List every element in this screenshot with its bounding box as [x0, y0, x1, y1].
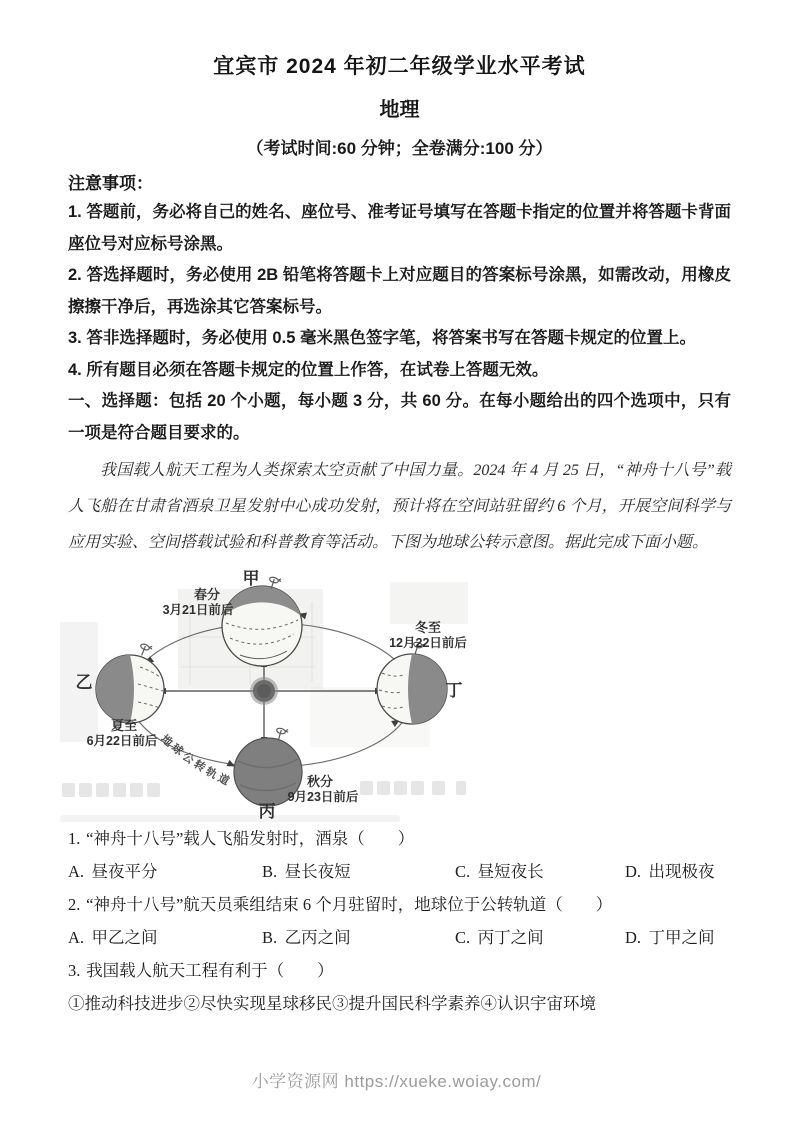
- question-1-options: [68, 855, 731, 888]
- label-summer-date: 6月22日前后: [86, 734, 158, 748]
- exam-info-line: （考试时间:60 分钟；全卷满分:100 分）: [246, 139, 553, 158]
- reading-passage: 我国载人航天工程为人类探索太空贡献了中国力量。2024 年 4 月 25 日，“神舟十八号”载人飞船在甘肃省酒泉卫星发射中心成功发射，预计将在空间站驻留约 6 个月，开展空间科学与应用实验、空间搭载试验和科普教育等活动。下图为地球公转示意图。据此完成下面小题。: [68, 462, 731, 551]
- earth-position-jia: [222, 575, 302, 666]
- question-3-stem: [68, 954, 731, 987]
- notice-item-4: 4. 所有题目必须在答题卡规定的位置上作答，在试卷上答题无效。: [68, 360, 549, 379]
- question-1: [68, 822, 731, 888]
- label-autumn-date: 9月23日前后: [287, 790, 359, 804]
- option-1d: D. 出现极夜: [625, 862, 715, 881]
- question-3-number: 3.: [68, 961, 81, 980]
- option-2b: B. 乙丙之间: [262, 928, 351, 947]
- marker-bing: 丙: [258, 802, 276, 821]
- option-2a: A. 甲乙之间: [68, 928, 158, 947]
- label-summer-solstice: 夏至: [110, 718, 138, 733]
- notice-item-2: 2. 答选择题时，务必使用 2B 铅笔将答题卡上对应题目的答案标号涂黑，如需改动，用橡皮擦擦干净后，再选涂其它答案标号。: [68, 266, 731, 316]
- earth-revolution-svg: [60, 567, 480, 822]
- question-2: [68, 888, 731, 954]
- earth-position-ding: [377, 640, 447, 724]
- question-1-number: 1.: [68, 829, 81, 848]
- question-2-text: “神舟十八号”航天员乘组结束 6 个月驻留时，地球位于公转轨道（ ）: [86, 895, 613, 914]
- option-1a: A. 昼夜平分: [68, 862, 158, 881]
- label-winter-solstice: 冬至: [414, 620, 442, 635]
- label-spring-equinox: 春分: [193, 587, 221, 602]
- page-title: 宜宾市 2024 年初二年级学业水平考试: [213, 55, 586, 78]
- notice-item-1: 1. 答题前，务必将自己的姓名、座位号、准考证号填写在答题卡指定的位置并将答题卡背面座位号对应标号涂黑。: [68, 203, 731, 253]
- site-watermark: 小学资源网 https://xueke.woiay.com/: [251, 1072, 542, 1091]
- subject-title: 地理: [379, 99, 420, 121]
- marker-yi: 乙: [75, 673, 93, 692]
- label-autumn-equinox: 秋分: [306, 774, 334, 789]
- question-2-number: 2.: [68, 895, 81, 914]
- question-3-numbered-items: ①推动科技进步②尽快实现星球移民③提升国民科学素养④认识宇宙环境: [68, 994, 596, 1013]
- earth-revolution-diagram: [60, 567, 480, 822]
- notice-header: 注意事项：: [68, 174, 153, 193]
- question-1-text: “神舟十八号”载人飞船发射时，酒泉（ ）: [86, 829, 415, 848]
- option-1b: B. 昼长夜短: [262, 862, 351, 881]
- question-3: [68, 954, 731, 1020]
- question-2-options: [68, 921, 731, 954]
- marker-ding: 丁: [445, 681, 463, 700]
- orbit-label: 地球公转轨道: [158, 732, 234, 790]
- label-winter-date: 12月22日前后: [389, 636, 467, 650]
- option-2c: C. 丙丁之间: [455, 928, 544, 947]
- option-2d: D. 丁甲之间: [625, 928, 715, 947]
- label-spring-date: 3月21日前后: [162, 603, 234, 617]
- marker-jia: 甲: [242, 569, 260, 588]
- option-1c: C. 昼短夜长: [455, 862, 544, 881]
- question-1-stem: [68, 822, 731, 855]
- question-3-text: 我国载人航天工程有利于（ ）: [86, 961, 334, 980]
- question-2-stem: [68, 888, 731, 921]
- sun: [250, 677, 278, 705]
- section-header: 一、选择题：包括 20 个小题，每小题 3 分，共 60 分。在每小题给出的四个选项中，只有一项是符合题目要求的。: [68, 392, 731, 442]
- notice-item-3: 3. 答非选择题时，务必使用 0.5 毫米黑色签字笔，将答案书写在答题卡规定的位置上。: [68, 329, 696, 347]
